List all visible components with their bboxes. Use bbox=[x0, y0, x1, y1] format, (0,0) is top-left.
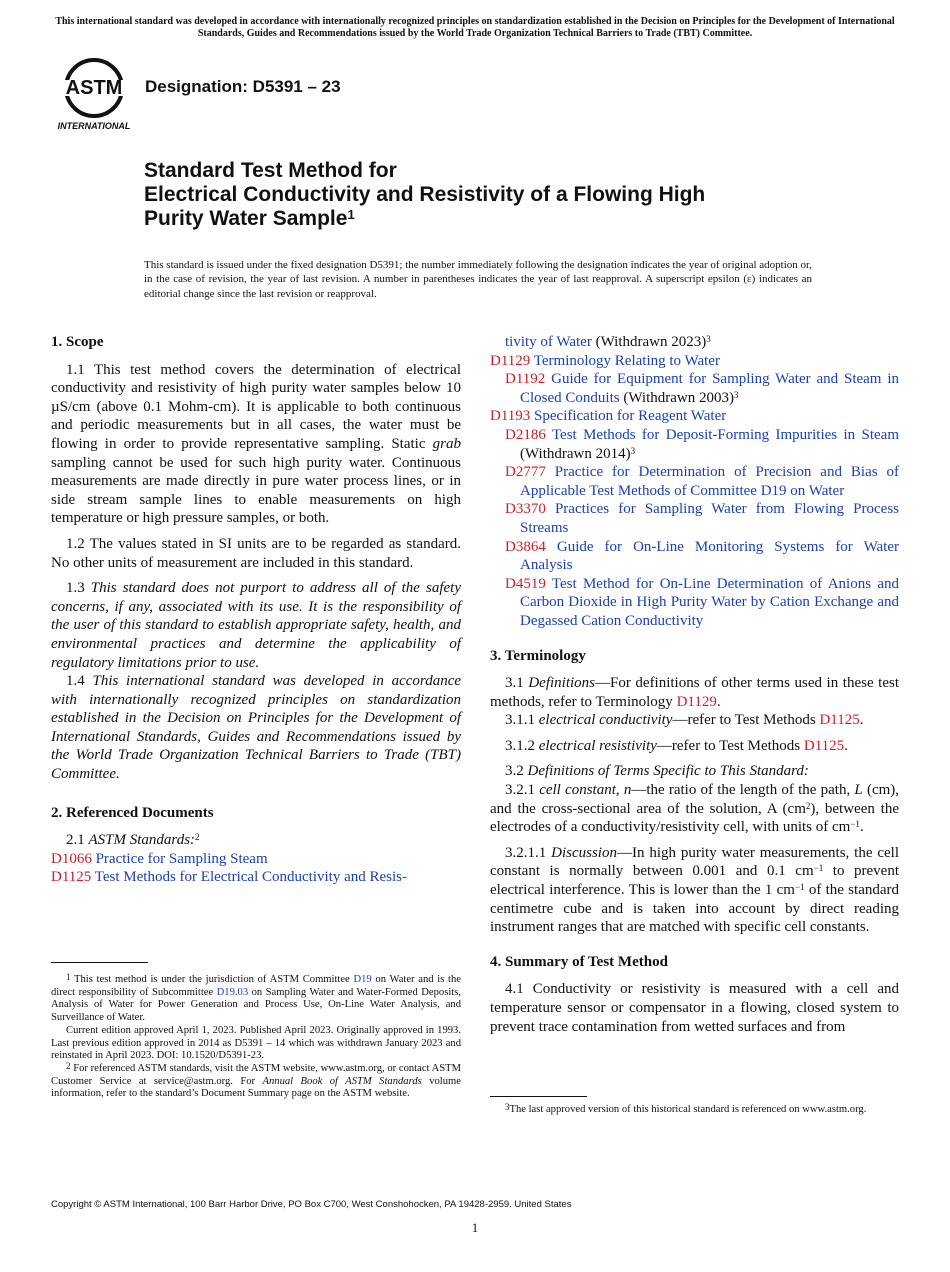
summary-heading: 4. Summary of Test Method bbox=[490, 953, 668, 970]
ref-item[interactable]: D1193 Specification for Reagent Water bbox=[490, 408, 727, 425]
footnotes-right bbox=[490, 1104, 899, 1117]
terminology-heading: 3. Terminology bbox=[490, 647, 586, 664]
para-3-2: 3.2 Definitions of Terms Specific to This Standard: bbox=[505, 763, 809, 780]
para-1-4: 1.4 This international standard was developed in accordance with internationally recognized principles on standardization established in the Decision on Principles for the Development of International Standards, Guides and Recommendations issued by the World Trade Organization Technical Barriers to Trade (TBT) Committee. bbox=[51, 673, 462, 783]
ref-item[interactable]: D3370 Practices for Sampling Water from Flowing Process Streams bbox=[505, 501, 899, 536]
ref-item[interactable]: D1129 Terminology Relating to Water bbox=[490, 352, 720, 369]
footnote-1-edition: Current edition approved April 1, 2023. Published April 2023. Originally approved in 1993. Last previous edition approved in 2014 as D5391 – 14 which was withdrawn January 2023 and reinstated in April 2023. DOI: 10.1520/D5391-23. bbox=[51, 1024, 461, 1062]
issue-note: This standard is issued under the fixed designation D5391; the number immediately following the designation indicates the year of original adoption or, in the case of revision, the year of last revision. A number in parentheses indicates the year of last reapproval. A superscript epsilon (ε) indicates an editorial change since the last revision or reapproval. bbox=[144, 259, 812, 300]
title-footnote-mark: 1 bbox=[347, 207, 355, 222]
para-1-3: 1.3 This standard does not purport to address all of the safety concerns, if any, associated with its use. It is the responsibility of the user of this standard to establish appropriate safety, health, and environmental practices and determine the applicability of regulatory limitations prior to use. bbox=[51, 580, 461, 671]
ref-item[interactable]: D1066 Practice for Sampling Steam bbox=[51, 850, 268, 867]
footnotes-left bbox=[51, 974, 461, 1101]
title-line-2: Electrical Conductivity and Resistivity of a Flowing High bbox=[144, 183, 706, 206]
para-1-1: 1.1 This test method covers the determination of electrical conductivity and resistivity of high purity water samples below 10 µS/cm (above 0.1 Mohm-cm). It is applicable to both continuous and periodic measurements but in all cases, the water must be flowing in order to provide representative sampling. Static grab sampling cannot be used for such high purity water. Continuous measurements are made directly in pure water process lines, or in side stream sample lines to enable measurements on high temperature or high pressure samples, or both. bbox=[51, 361, 461, 527]
para-3-1-2: 3.1.2 electrical resistivity—refer to Test Methods D1125. bbox=[505, 737, 848, 754]
title-line-3: Purity Water Sample bbox=[144, 207, 348, 230]
title-line-1: Standard Test Method for bbox=[144, 159, 397, 182]
ref-item-continuation[interactable]: tivity of Water (Withdrawn 2023)$^3$ bbox=[505, 334, 711, 350]
footnote-1: $^1$ This test method is under the jurisdiction of ASTM Committee D19 on Water and is the direct responsibility of Subcommittee D19.03 on Sampling Water and Water-Formed Deposits, Analysis of Water for Power Generation and Process Use, On-Line Water Analysis, and Surveillance of Water. bbox=[51, 972, 461, 1024]
para-3-1: 3.1 Definitions—For definitions of other terms used in these test methods, refer to Terminology D1129. bbox=[490, 675, 900, 710]
ref-item[interactable]: D1192 Guide for Equipment for Sampling Water and Steam in Closed Conduits (Withdrawn 2003)$^3$ bbox=[505, 371, 900, 406]
logo-org: INTERNATIONAL bbox=[57, 121, 131, 131]
ref-item[interactable]: D4519 Test Method for On-Line Determination of Anions and Carbon Dioxide in High Purity Water by Cation Exchange and Degassed Cation Conductivity bbox=[505, 575, 899, 629]
page-number: 1 bbox=[471, 1220, 479, 1235]
astm-logo bbox=[52, 56, 136, 132]
scope-heading: 1. Scope bbox=[51, 334, 104, 350]
designation: Designation: D5391 – 23 bbox=[145, 77, 341, 96]
para-3-1-1: 3.1.1 electrical conductivity—refer to Test Methods D1125. bbox=[505, 712, 864, 729]
para-3-2-1: 3.2.1 cell constant, n—the ratio of the length of the path, L (cm), and the cross-sectional area of the solution, A (cm$^2$), between the electrodes of a conductivity/resistivity cell, with units of cm$^{-1}$. bbox=[490, 782, 900, 836]
ref-item[interactable]: D2186 Test Methods for Deposit-Forming Impurities in Steam (Withdrawn 2014)$^3$ bbox=[505, 426, 899, 462]
ref-item[interactable]: D3864 Guide for On-Line Monitoring Systems for Water Analysis bbox=[505, 538, 899, 574]
right-column bbox=[490, 333, 899, 1036]
para-3-2-1-1: 3.2.1.1 Discussion—In high purity water measurements, the cell constant is normally between 0.001 and 0.1 cm$^{-1}$ to prevent electrical interference. This is lower than the 1 cm$^{-1}$ of the standard centimetre cube and is taken into account by direct reading instrument ranges that are matched with specific cell constants. bbox=[490, 844, 899, 936]
para-1-2: 1.2 The values stated in SI units are to be regarded as standard. No other units of measurement are included in this standard. bbox=[51, 535, 461, 571]
left-column bbox=[51, 333, 461, 887]
copyright: Copyright © ASTM International, 100 Barr Harbor Drive, PO Box C700, West Conshohocken, PA 19428-2959. United States bbox=[51, 1199, 572, 1210]
footnote-3: $^3$The last approved version of this historical standard is referenced on www.astm.org. bbox=[505, 1102, 867, 1115]
tbt-banner: This international standard was developed in accordance with internationally recognized principles on standardization established in the Decision on Principles for the Development of International Standards, Guides and Recommendations issued by the World Trade Organization Technical Barriers to Trade (TBT) Committee. bbox=[55, 16, 895, 39]
para-2-1: 2.1 ASTM Standards:$^2$ bbox=[66, 832, 200, 849]
footnote-2: $^2$ For referenced ASTM standards, visit the ASTM website, www.astm.org, or contact ASTM Customer Service at service@astm.org. For Annual Book of ASTM Standards volume information, refer to the standard’s Document Summary page on the ASTM website. bbox=[51, 1060, 462, 1100]
document-title bbox=[144, 159, 844, 231]
footnote-rule bbox=[51, 962, 148, 963]
ref-item[interactable]: D2777 Practice for Determination of Precision and Bias of Applicable Test Methods of Committee D19 on Water bbox=[505, 464, 899, 499]
referenced-documents-heading: 2. Referenced Documents bbox=[51, 804, 214, 821]
ref-item[interactable]: D1125 Test Methods for Electrical Conductivity and Resis- bbox=[51, 869, 407, 886]
logo-letters: ASTM bbox=[65, 77, 123, 99]
footnote-rule-right bbox=[490, 1096, 587, 1097]
para-4-1: 4.1 Conductivity or resistivity is measured with a cell and temperature sensor or compensator in a flowing, closed system to prevent trace contamination from wetted surfaces and from bbox=[490, 981, 899, 1035]
